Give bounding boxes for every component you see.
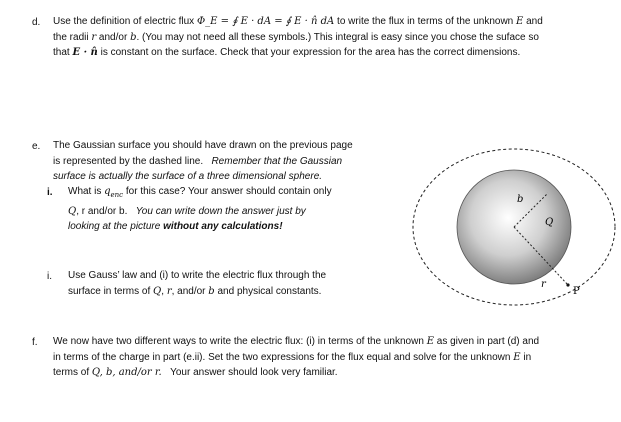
- part-d-line3-2: is constant on the surface. Check that your expression for the area has the correct dimensions.: [100, 47, 521, 58]
- part-d-text-2: to write the flux in terms of the unknown: [337, 16, 514, 27]
- sub-ii-line2-c: and physical constants.: [217, 285, 322, 297]
- sub-i-text: [68, 184, 398, 235]
- sub-i-line3-a: looking at the picture: [68, 221, 161, 232]
- label-Q: Q: [545, 217, 554, 228]
- label-r: r: [541, 279, 546, 290]
- part-f-line2: in terms of the charge in part (e.ii). Set the two expressions for the flux equal and solve for the unknown: [53, 351, 511, 363]
- label-b: b: [517, 194, 524, 205]
- sub-ii-Q: Q: [153, 285, 162, 297]
- part-f-line3-a: terms of: [53, 367, 90, 378]
- part-f-line3-vars: Q, b, and/or r.: [91, 367, 162, 378]
- part-f-E: E: [426, 336, 434, 347]
- symbol-r: r: [91, 31, 97, 43]
- part-d-label: d.: [32, 17, 41, 28]
- symbol-b: b: [130, 31, 137, 43]
- sub-ii-b: b: [208, 285, 215, 297]
- part-d-line2-3: . (You may not need all these symbols.) This integral is easy since you chose the suface so: [136, 31, 539, 43]
- part-e-line3: surface is actually the surface of a three dimensional sphere.: [53, 171, 323, 182]
- q-enc-symbol: q: [104, 186, 111, 197]
- part-f-text: [53, 334, 613, 381]
- sub-ii-r: r: [166, 285, 172, 297]
- sub-i-line2-c: You can write down the answer just by: [135, 205, 306, 217]
- part-e-text: [53, 138, 393, 185]
- part-d-line2-1: the radii: [53, 31, 89, 43]
- part-f-line1-b: as given in part (d) and: [436, 336, 540, 347]
- part-f-label: f.: [32, 337, 38, 348]
- gaussian-sphere-diagram: [408, 140, 618, 320]
- part-d-text: [53, 14, 613, 61]
- part-e-label: e.: [32, 141, 41, 152]
- part-f-line2-c: in: [523, 351, 532, 363]
- point-P-dot: [566, 283, 569, 286]
- q-enc-subscript: enc: [110, 191, 124, 199]
- part-d-line2-2: and/or: [98, 31, 128, 43]
- part-e-line2-italic: Remember that the Gaussian: [211, 155, 343, 167]
- sub-ii-label: i.: [47, 271, 52, 282]
- sub-i-line1-a: What is: [68, 186, 102, 197]
- sub-ii-line2-a: surface in terms of: [68, 285, 151, 297]
- flux-formula: Φ_E = ∮ E · dA = ∮ E · n̂ dA: [196, 16, 335, 27]
- part-f-line1-a: We now have two different ways to write the electric flux: (i) in terms of the unknown: [53, 336, 424, 347]
- sub-i-label: i.: [47, 187, 53, 198]
- sub-i-line3-b: without any calculations!: [163, 221, 283, 232]
- sub-ii-line1: Use Gauss’ law and (i) to write the electric flux through the: [68, 270, 327, 281]
- label-P: P: [573, 286, 580, 297]
- symbol-E: E: [516, 16, 524, 27]
- part-e-line1: The Gaussian surface you should have drawn on the previous page: [53, 140, 353, 151]
- sub-ii-text: Use Gauss’ law and (i) to write the electric flux through the surface in terms of Q, r, and/or b and physical constants.: [68, 268, 398, 299]
- sub-i-line1-b: for this case? Your answer should contain only: [125, 186, 332, 197]
- part-f-line3-b: Your answer should look very familiar.: [170, 367, 338, 378]
- sub-i-Q: Q: [68, 205, 77, 217]
- q-enc: [104, 186, 123, 197]
- e-dot-n-formula: E · n̂: [72, 47, 98, 58]
- part-f-line2-E: E: [513, 351, 521, 363]
- part-d-text-1: Use the definition of electric flux: [53, 16, 195, 27]
- sub-i-line2-b: , r and/or b.: [76, 205, 128, 217]
- part-e-line2-plain: is represented by the dashed line.: [53, 155, 204, 167]
- part-d-line3-1: that: [53, 47, 70, 58]
- part-d-text-3: and: [526, 16, 543, 27]
